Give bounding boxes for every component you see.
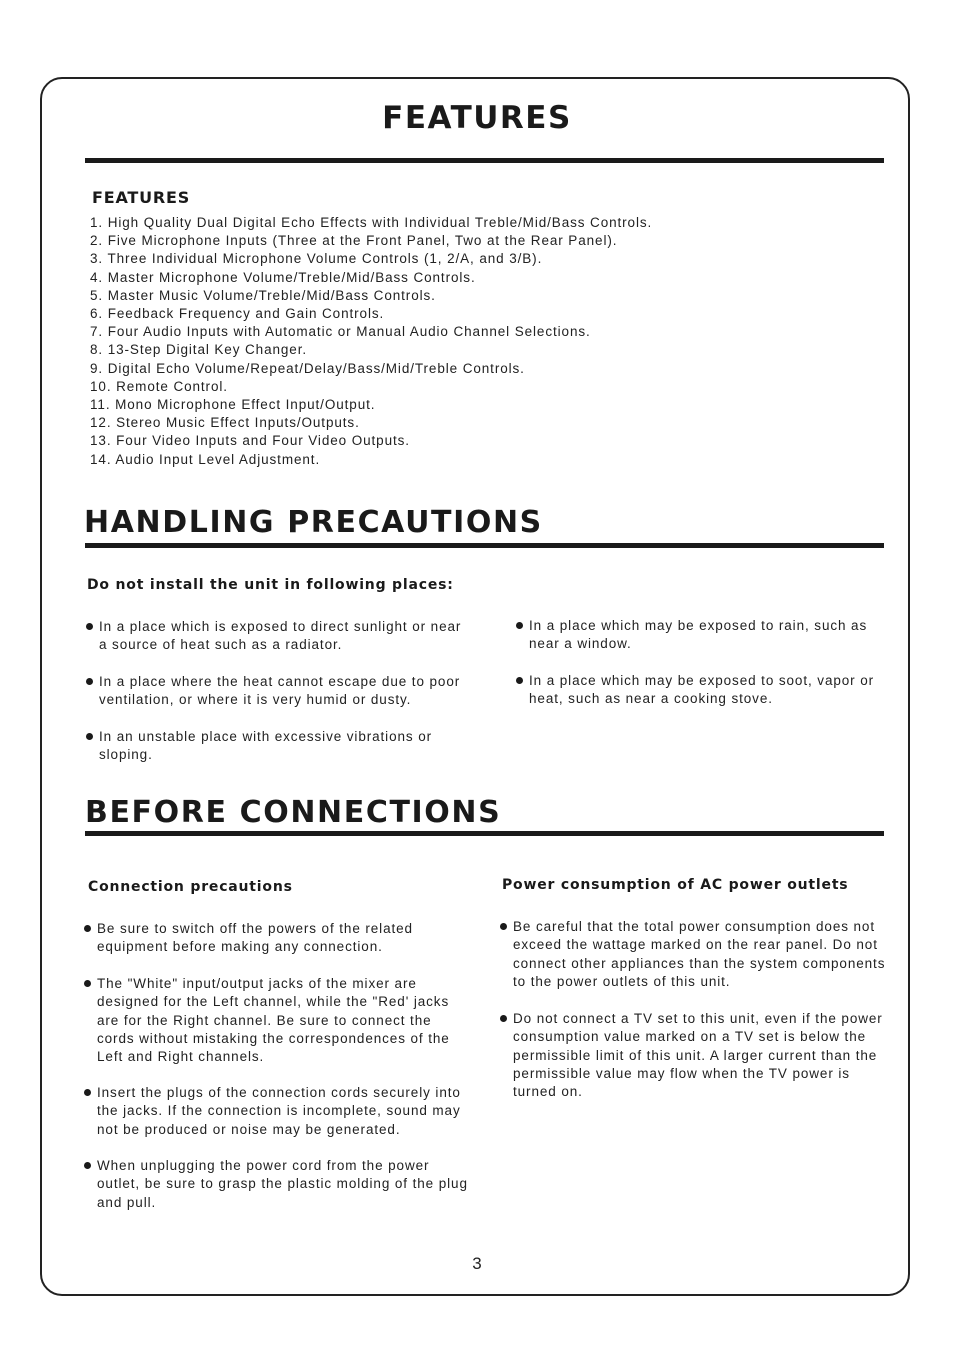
bullet-icon <box>516 677 523 684</box>
bullet-icon <box>84 980 91 987</box>
feature-item: 5. Master Music Volume/Treble/Mid/Bass Controls. <box>90 287 436 303</box>
feature-item: 8. 13-Step Digital Key Changer. <box>90 342 308 358</box>
feature-item: 10. Remote Control. <box>90 378 228 394</box>
feature-item: 14. Audio Input Level Adjustment. <box>90 451 321 467</box>
feature-item: 12. Stereo Music Effect Inputs/Outputs. <box>90 415 360 431</box>
feature-item: 1. High Quality Dual Digital Echo Effects with Individual Treble/Mid/Bass Controls. <box>90 215 653 230</box>
power-item: Do not connect a TV set to this unit, even if the power consumption value marked on a TV set is below the permissible limit of this unit. A larger current than the permissible value may flow when the TV power is turned on. <box>500 1010 890 1101</box>
feature-item: 9. Digital Echo Volume/Repeat/Delay/Bass/Mid/Treble Controls. <box>90 360 525 376</box>
handling-left-item: In a place which is exposed to direct sunlight or near a source of heat such as a radiator. <box>86 618 471 655</box>
bullet-icon <box>86 623 93 630</box>
handling-rule <box>85 543 884 548</box>
handling-subheading: Do not install the unit in following places: <box>87 577 454 593</box>
bullet-icon <box>84 1162 91 1169</box>
bullet-icon <box>86 733 93 740</box>
bullet-icon <box>84 1089 91 1096</box>
before-rule <box>85 831 884 836</box>
connection-item: When unplugging the power cord from the power outlet, be sure to grasp the plastic molding of the plug and pull. <box>84 1157 469 1212</box>
bullet-icon <box>84 925 91 932</box>
handling-right-item: In a place which may be exposed to soot, vapor or heat, such as near a cooking stove. <box>516 672 886 709</box>
feature-item: 3. Three Individual Microphone Volume Controls (1, 2/A, and 3/B). <box>90 251 543 267</box>
feature-item: 4. Master Microphone Volume/Treble/Mid/Bass Controls. <box>90 269 476 285</box>
title-rule <box>85 158 884 163</box>
handling-right-item: In a place which may be exposed to rain, such as near a window. <box>516 617 886 654</box>
features-list <box>90 214 652 469</box>
features-heading: FEATURES <box>92 188 191 207</box>
power-item: Be careful that the total power consumption does not exceed the wattage marked on the rear panel. Do not connect other appliances than the system components to the power outlets of this unit. <box>500 918 890 991</box>
handling-precautions-title: HANDLING PRECAUTIONS <box>84 505 543 540</box>
page-number: 3 <box>472 1254 482 1273</box>
connection-item: Be sure to switch off the powers of the related equipment before making any connection. <box>84 920 469 957</box>
bullet-icon <box>516 622 523 629</box>
bullet-icon <box>500 1015 507 1022</box>
handling-left-item: In an unstable place with excessive vibrations or sloping. <box>86 728 471 765</box>
power-consumption-heading: Power consumption of AC power outlets <box>502 877 849 893</box>
feature-item: 7. Four Audio Inputs with Automatic or Manual Audio Channel Selections. <box>90 324 591 340</box>
feature-item: 6. Feedback Frequency and Gain Controls. <box>90 306 385 322</box>
connection-precautions-heading: Connection precautions <box>88 879 293 895</box>
feature-item: 2. Five Microphone Inputs (Three at the Front Panel, Two at the Rear Panel). <box>90 233 618 249</box>
connection-item: The "White" input/output jacks of the mixer are designed for the Left channel, while the "Red' jacks are for the Right channel. Be sure to connect the cords without mistaking the correspondences of the Left and Right channels. <box>84 975 469 1066</box>
bullet-icon <box>500 923 507 930</box>
before-connections-title: BEFORE CONNECTIONS <box>85 795 502 830</box>
page-title: FEATURES <box>382 100 572 136</box>
handling-left-item: In a place where the heat cannot escape due to poor ventilation, or where it is very humid or dusty. <box>86 673 471 710</box>
feature-item: 13. Four Video Inputs and Four Video Outputs. <box>90 433 410 449</box>
connection-item: Insert the plugs of the connection cords securely into the jacks. If the connection is incomplete, sound may not be produced or noise may be generated. <box>84 1084 469 1139</box>
bullet-icon <box>86 678 93 685</box>
feature-item: 11. Mono Microphone Effect Input/Output. <box>90 397 376 413</box>
